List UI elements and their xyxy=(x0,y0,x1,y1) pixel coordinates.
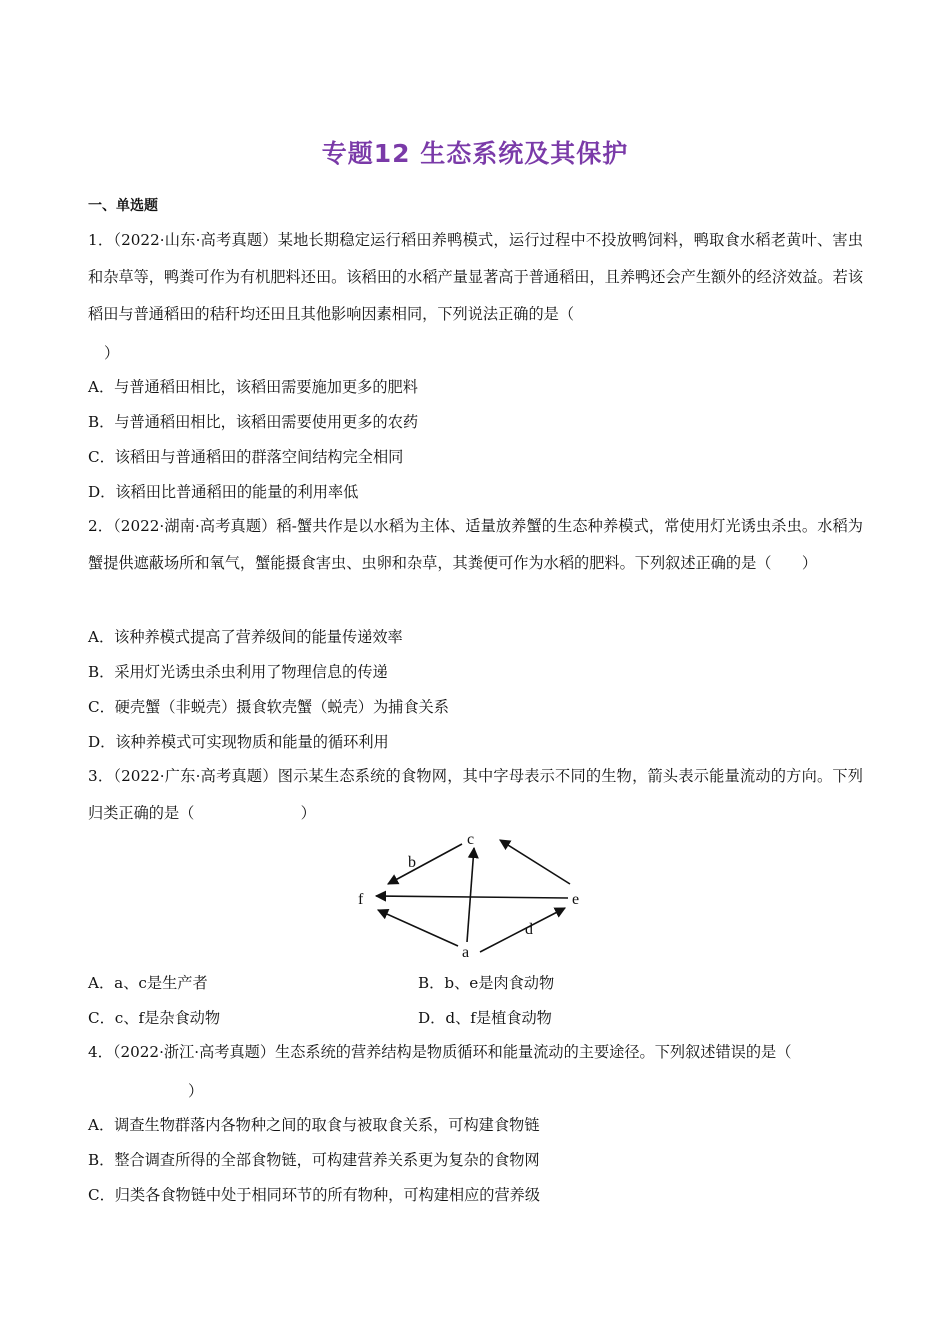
question-4-option-c: C．归类各食物链中处于相同环节的所有物种，可构建相应的营养级 xyxy=(88,1186,541,1204)
food-web-diagram xyxy=(350,822,600,962)
question-4-stem: 4．（2022·浙江·高考真题）生态系统的营养结构是物质循环和能量流动的主要途径。下列叙述错误的是（ xyxy=(88,1043,792,1061)
arrow-a-to-f xyxy=(378,910,458,946)
node-c-label: c xyxy=(467,831,475,848)
question-3-option-b: B．b、e是肉食动物 xyxy=(418,974,555,992)
question-1-option-a: A．与普通稻田相比，该稻田需要施加更多的肥料 xyxy=(88,378,418,396)
question-3-option-a: A．a、c是生产者 xyxy=(88,974,208,992)
question-4-option-a: A．调查生物群落内各物种之间的取食与被取食关系，可构建食物链 xyxy=(88,1116,540,1134)
question-3-option-d: D．d、f是植食动物 xyxy=(418,1009,552,1027)
question-2-option-c: C．硬壳蟹（非蜕壳）摄食软壳蟹（蜕壳）为捕食关系 xyxy=(88,698,449,716)
question-4-paren-close: ） xyxy=(188,1082,204,1100)
question-1-option-c: C．该稻田与普通稻田的群落空间结构完全相同 xyxy=(88,448,404,466)
arrow-e-to-f xyxy=(376,896,568,898)
arrow-a-to-c xyxy=(467,848,474,942)
node-e-label: e xyxy=(572,891,580,908)
node-f-label: f xyxy=(358,891,364,908)
page-title: 专题12 生态系统及其保护 xyxy=(321,139,629,168)
question-3-option-c: C．c、f是杂食动物 xyxy=(88,1009,221,1027)
arrow-e-to-c xyxy=(500,840,570,884)
question-1-option-b: B．与普通稻田相比，该稻田需要使用更多的农药 xyxy=(88,413,419,431)
question-1-option-d: D．该稻田比普通稻田的能量的利用率低 xyxy=(88,483,359,501)
question-2-stem: 2．（2022·湖南·高考真题）稻-蟹共作是以水稻为主体、适量放养蟹的生态种养模式，常使用灯光诱虫杀虫。水稻为蟹提供遮蔽场所和氧气，蟹能摄食害虫、虫卵和杂草，其粪便可作为水稻的肥料。下列叙述正确的是（ ） xyxy=(88,517,863,572)
section-heading: 一、单选题 xyxy=(88,198,158,214)
arrow-a-to-e xyxy=(480,908,565,952)
node-a-label: a xyxy=(462,944,470,961)
question-1-paren-close: ） xyxy=(104,344,120,362)
arrow-c-to-f xyxy=(388,844,462,884)
question-4-option-b: B．整合调查所得的全部食物链，可构建营养关系更为复杂的食物网 xyxy=(88,1151,540,1169)
question-2-option-b: B．采用灯光诱虫杀虫利用了物理信息的传递 xyxy=(88,663,388,681)
node-d-label: d xyxy=(525,921,533,938)
question-1-stem: 1．（2022·山东·高考真题）某地长期稳定运行稻田养鸭模式，运行过程中不投放鸭饲料，鸭取食水稻老黄叶、害虫和杂草等，鸭粪可作为有机肥料还田。该稻田的水稻产量显著高于普通稻田，且养鸭还会产生额外的经济效益。若该稻田与普通稻田的秸秆均还田且其他影响因素相同，下列说法正确的是（ xyxy=(88,231,863,323)
question-2-option-a: A．该种养模式提高了营养级间的能量传递效率 xyxy=(88,628,403,646)
question-2-option-d: D．该种养模式可实现物质和能量的循环利用 xyxy=(88,733,389,751)
question-3-stem: 3．（2022·广东·高考真题）图示某生态系统的食物网，其中字母表示不同的生物，箭头表示能量流动的方向。下列归类正确的是（ ） xyxy=(88,767,863,822)
node-b-label: b xyxy=(408,854,416,871)
